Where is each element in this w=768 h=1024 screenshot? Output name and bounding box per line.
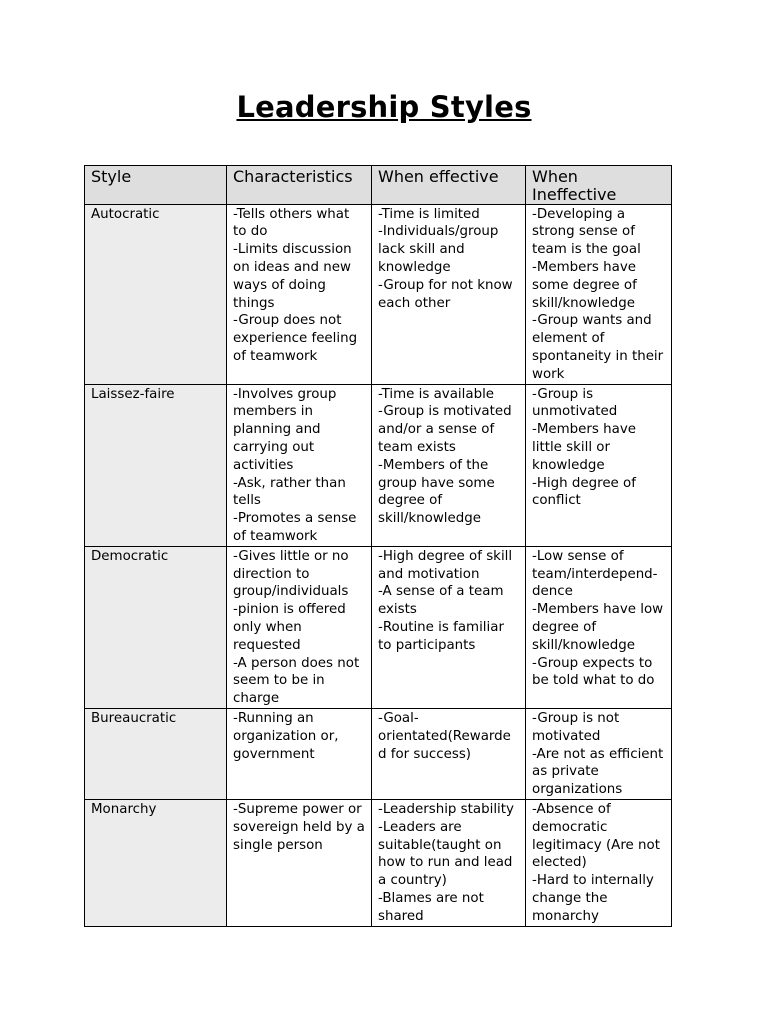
cell-text-line: elected) xyxy=(532,855,587,871)
style-name-cell: Bureaucratic xyxy=(85,708,227,799)
when-ineffective-cell xyxy=(526,799,672,926)
cell-text-line: -Tells others what xyxy=(233,206,350,222)
cell-text-line: planning and xyxy=(233,422,321,438)
cell-text-line: suitable(taught on xyxy=(378,837,502,853)
when-effective-cell xyxy=(372,384,526,546)
cell-text-line: d for success) xyxy=(378,746,472,762)
cell-text-line: to do xyxy=(233,224,268,240)
cell-text-line: team is the goal xyxy=(532,242,641,258)
cell-text-line: -pinion is offered xyxy=(233,602,346,618)
cell-text-line: -Developing a xyxy=(532,206,626,222)
cell-text-line: exists xyxy=(378,602,417,618)
column-header-when-effective: When effective xyxy=(372,166,526,205)
cell-text-line: spontaneity in their xyxy=(532,348,664,364)
cell-text-line: degree of xyxy=(378,493,443,509)
cell-text-line: direction to xyxy=(233,566,310,582)
cell-text-line: -Are not as efficient xyxy=(532,746,664,762)
when-ineffective-cell xyxy=(526,708,672,799)
cell-text-line: each other xyxy=(378,295,451,311)
when-ineffective-cell xyxy=(526,546,672,708)
table-row xyxy=(85,384,672,546)
cell-text-line: -Group is not xyxy=(532,710,620,726)
cell-text-line: -Leaders are xyxy=(378,819,462,835)
cell-text-line: -Supreme power or xyxy=(233,801,362,817)
cell-text-line: activities xyxy=(233,457,294,473)
cell-text-line: -High degree of skill xyxy=(378,548,513,564)
cell-text-line: -Group expects to xyxy=(532,655,653,671)
cell-text-line: dence xyxy=(532,584,573,600)
cell-text-line: of teamwork xyxy=(233,348,318,364)
cell-text-line: ways of doing xyxy=(233,277,326,293)
cell-text-line: knowledge xyxy=(378,259,451,275)
cell-text-line: team/interdepend- xyxy=(532,566,658,582)
cell-text-line: -Ask, rather than xyxy=(233,475,346,491)
style-name-cell: Monarchy xyxy=(85,799,227,926)
style-name-cell: Democratic xyxy=(85,546,227,708)
cell-text-line: to participants xyxy=(378,637,476,653)
cell-text-line: group/individuals xyxy=(233,584,349,600)
cell-text-line: -Limits discussion xyxy=(233,242,352,258)
cell-text-line: skill/knowledge xyxy=(532,637,635,653)
characteristics-cell xyxy=(227,546,372,708)
cell-text-line: strong sense of xyxy=(532,224,635,240)
cell-text-line: organizations xyxy=(532,782,623,798)
cell-text-line: -Blames are not xyxy=(378,890,484,906)
when-effective-cell xyxy=(372,204,526,384)
cell-text-line: how to run and lead xyxy=(378,855,513,871)
cell-text-line: requested xyxy=(233,637,301,653)
when-effective-cell xyxy=(372,546,526,708)
cell-text-line: -High degree of xyxy=(532,475,636,491)
cell-text-line: -Absence of xyxy=(532,801,611,817)
cell-text-line: only when xyxy=(233,619,302,635)
cell-text-line: tells xyxy=(233,493,261,509)
cell-text-line: -Involves group xyxy=(233,386,337,402)
cell-text-line: -Group is motivated xyxy=(378,404,512,420)
cell-text-line: -Group does not xyxy=(233,313,342,329)
column-header-style: Style xyxy=(85,166,227,205)
cell-text-line: motivated xyxy=(532,728,601,744)
cell-text-line: -Leadership stability xyxy=(378,801,514,817)
column-header-when-ineffective: When Ineffective xyxy=(526,166,672,205)
cell-text-line: skill/knowledge xyxy=(378,511,481,527)
cell-text-line: -Group is xyxy=(532,386,594,402)
cell-text-line: be told what to do xyxy=(532,673,655,689)
when-ineffective-cell xyxy=(526,204,672,384)
cell-text-line: monarchy xyxy=(532,908,599,924)
table-row xyxy=(85,204,672,384)
cell-text-line: -Routine is familiar xyxy=(378,619,504,635)
cell-text-line: experience feeling xyxy=(233,331,358,347)
cell-text-line: -Members have low xyxy=(532,602,664,618)
cell-text-line: -Members have xyxy=(532,259,636,275)
column-header-characteristics: Characteristics xyxy=(227,166,372,205)
when-ineffective-cell xyxy=(526,384,672,546)
cell-text-line: group have some xyxy=(378,475,495,491)
cell-text-line: unmotivated xyxy=(532,404,618,420)
table-row xyxy=(85,799,672,926)
cell-text-line: degree of xyxy=(532,619,597,635)
cell-text-line: conflict xyxy=(532,493,581,509)
cell-text-line: -Members have xyxy=(532,422,636,438)
when-effective-cell xyxy=(372,799,526,926)
cell-text-line: knowledge xyxy=(532,457,605,473)
cell-text-line: -Individuals/group xyxy=(378,224,499,240)
cell-text-line: -A sense of a team xyxy=(378,584,504,600)
cell-text-line: -Group wants and xyxy=(532,313,652,329)
cell-text-line: legitimacy (Are not xyxy=(532,837,660,853)
cell-text-line: -Time is limited xyxy=(378,206,480,222)
cell-text-line: seem to be in xyxy=(233,673,325,689)
table-row xyxy=(85,708,672,799)
cell-text-line: work xyxy=(532,366,565,382)
cell-text-line: things xyxy=(233,295,275,311)
cell-text-line: on ideas and new xyxy=(233,259,351,275)
cell-text-line: -Goal- xyxy=(378,710,419,726)
cell-text-line: -Promotes a sense xyxy=(233,511,357,527)
style-name-cell: Autocratic xyxy=(85,204,227,384)
characteristics-cell xyxy=(227,708,372,799)
table-body xyxy=(85,204,672,926)
cell-text-line: some degree of xyxy=(532,277,637,293)
cell-text-line: -Members of the xyxy=(378,457,489,473)
cell-text-line: -Running an xyxy=(233,710,314,726)
cell-text-line: a country) xyxy=(378,873,447,889)
cell-text-line: skill/knowledge xyxy=(532,295,635,311)
cell-text-line: -Group for not know xyxy=(378,277,513,293)
cell-text-line: team exists xyxy=(378,439,456,455)
cell-text-line: element of xyxy=(532,331,605,347)
characteristics-cell xyxy=(227,799,372,926)
leadership-styles-table xyxy=(84,165,672,927)
cell-text-line: of teamwork xyxy=(233,528,318,544)
cell-text-line: charge xyxy=(233,691,280,707)
cell-text-line: and/or a sense of xyxy=(378,422,495,438)
cell-text-line: shared xyxy=(378,908,424,924)
cell-text-line: as private xyxy=(532,764,599,780)
cell-text-line: -Hard to internally xyxy=(532,873,654,889)
cell-text-line: organization or, xyxy=(233,728,339,744)
cell-text-line: democratic xyxy=(532,819,608,835)
cell-text-line: sovereign held by a xyxy=(233,819,365,835)
table-row xyxy=(85,546,672,708)
cell-text-line: lack skill and xyxy=(378,242,465,258)
characteristics-cell xyxy=(227,204,372,384)
cell-text-line: -Time is available xyxy=(378,386,495,402)
characteristics-cell xyxy=(227,384,372,546)
cell-text-line: carrying out xyxy=(233,439,315,455)
table-header-row xyxy=(85,166,672,205)
cell-text-line: and motivation xyxy=(378,566,480,582)
cell-text-line: orientated(Rewarde xyxy=(378,728,511,744)
cell-text-line: change the xyxy=(532,890,608,906)
cell-text-line: -A person does not xyxy=(233,655,360,671)
cell-text-line: members in xyxy=(233,404,314,420)
page-title: Leadership Styles xyxy=(236,90,532,124)
cell-text-line: -Gives little or no xyxy=(233,548,349,564)
cell-text-line: single person xyxy=(233,837,323,853)
when-effective-cell xyxy=(372,708,526,799)
cell-text-line: -Low sense of xyxy=(532,548,624,564)
cell-text-line: little skill or xyxy=(532,439,611,455)
cell-text-line: government xyxy=(233,746,315,762)
style-name-cell: Laissez-faire xyxy=(85,384,227,546)
